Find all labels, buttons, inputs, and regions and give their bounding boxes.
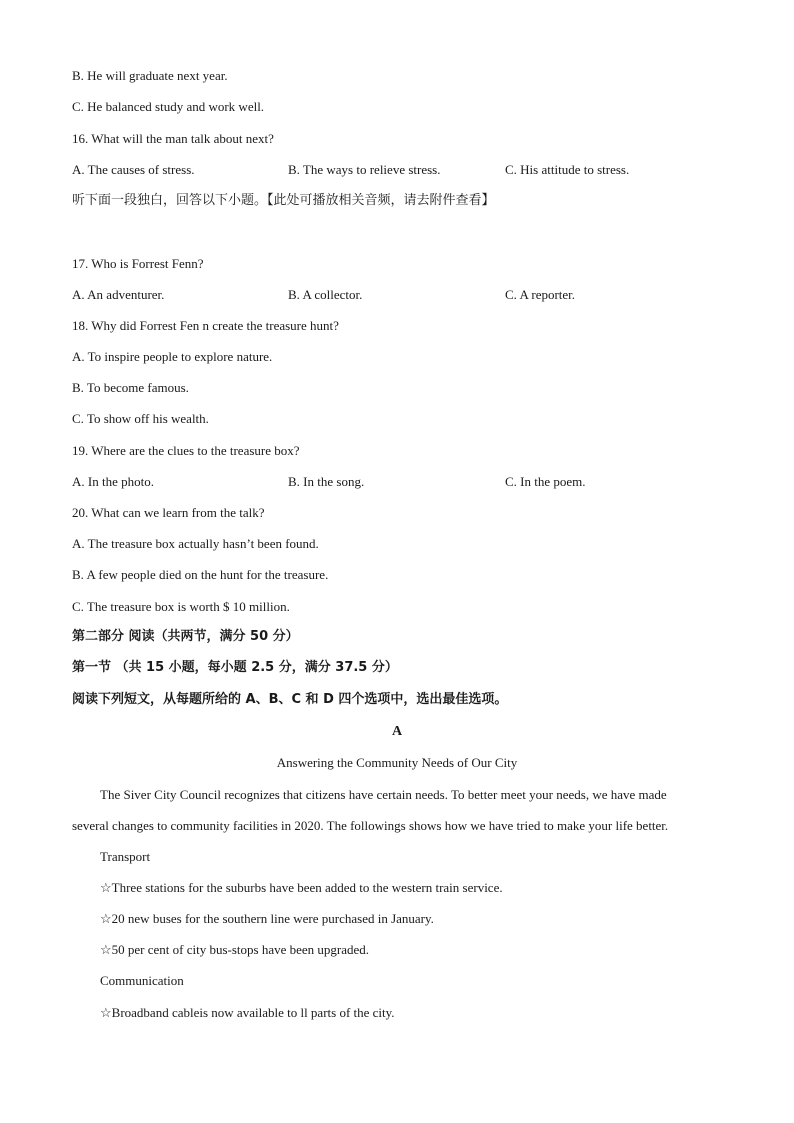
q17-option-b: B. A collector. (288, 287, 363, 302)
reading-instruction: 阅读下列短文，从每题所给的 A、B、C 和 D 四个选项中，选出最佳选项。 (72, 692, 508, 707)
q18-option-c: C. To show off his wealth. (72, 411, 209, 426)
passage-intro-line-1: The Siver City Council recognizes that citizens have certain needs. To better meet your needs, we have made (100, 787, 667, 802)
transport-item: ☆Three stations for the suburbs have been added to the western train service. (100, 880, 503, 895)
monologue-instruction: 听下面一段独白，回答以下小题。【此处可播放相关音频，请去附件查看】 (72, 193, 495, 208)
q18-option-b: B. To become famous. (72, 380, 189, 395)
communication-heading: Communication (100, 973, 184, 988)
q16-option-b: B. The ways to relieve stress. (288, 162, 441, 177)
q16-option-a: A. The causes of stress. (72, 162, 195, 177)
q19-option-c: C. In the poem. (505, 474, 586, 489)
q20-option-c: C. The treasure box is worth $ 10 million. (72, 599, 290, 614)
q20-question: 20. What can we learn from the talk? (72, 505, 265, 520)
q19-question: 19. Where are the clues to the treasure box? (72, 443, 300, 458)
q18-option-a: A. To inspire people to explore nature. (72, 349, 273, 364)
q16-option-c: C. His attitude to stress. (505, 162, 630, 177)
q16-question: 16. What will the man talk about next? (72, 131, 274, 146)
q19-option-b: B. In the song. (288, 474, 365, 489)
passage-title: Answering the Community Needs of Our City (276, 755, 518, 770)
part2-heading: 第二部分 阅读（共两节，满分 50 分） (72, 629, 299, 644)
q18-question: 18. Why did Forrest Fen n create the treasure hunt? (72, 318, 339, 333)
q15-option-b: B. He will graduate next year. (72, 68, 228, 83)
passage-label: A (391, 724, 403, 739)
q17-question: 17. Who is Forrest Fenn? (72, 256, 204, 271)
q19-option-a: A. In the photo. (72, 474, 154, 489)
passage-intro-line-2: several changes to community facilities in 2020. The followings shows how we have tried to make your life better. (72, 818, 669, 833)
transport-item: ☆50 per cent of city bus-stops have been upgraded. (100, 942, 370, 957)
transport-item: ☆20 new buses for the southern line were purchased in January. (100, 911, 434, 926)
q17-option-c: C. A reporter. (505, 287, 576, 302)
transport-heading: Transport (100, 849, 151, 864)
section1-heading: 第一节 （共 15 小题，每小题 2.5 分，满分 37.5 分） (72, 660, 398, 675)
communication-item: ☆Broadband cableis now available to ll parts of the city. (100, 1005, 395, 1020)
q20-option-a: A. The treasure box actually hasn’t been found. (72, 536, 319, 551)
q15-option-c: C. He balanced study and work well. (72, 99, 265, 114)
q17-option-a: A. An adventurer. (72, 287, 165, 302)
q20-option-b: B. A few people died on the hunt for the treasure. (72, 567, 329, 582)
